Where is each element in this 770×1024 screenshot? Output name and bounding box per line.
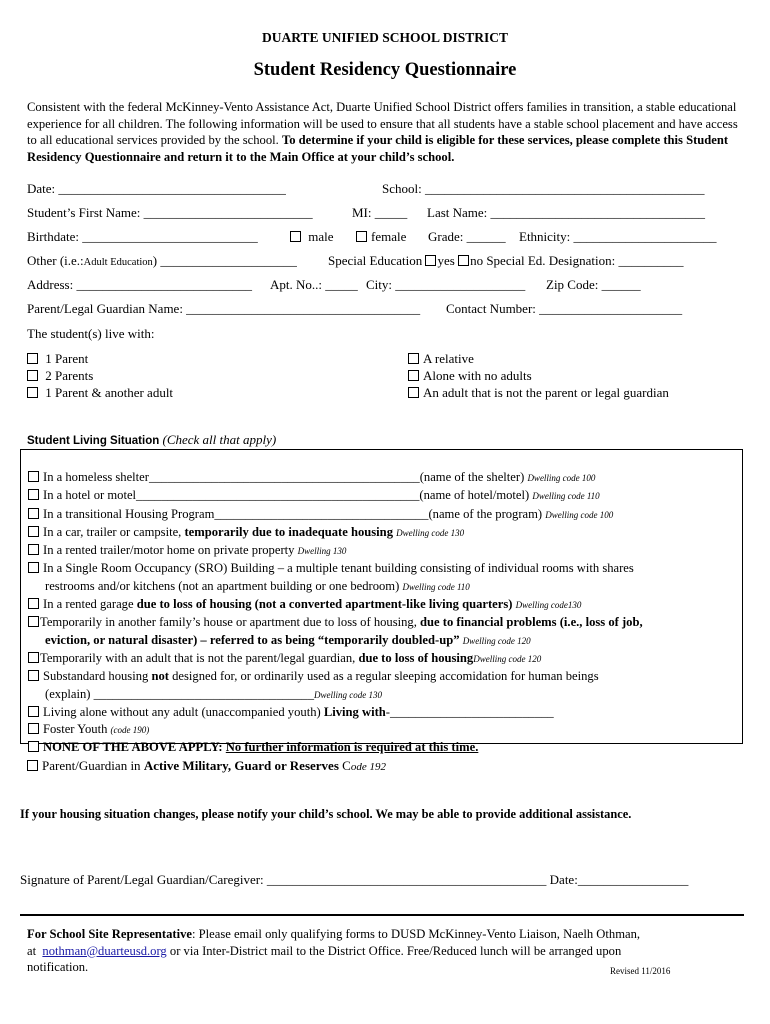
item-text: In a Single Room Occupancy (SRO) Building – a multiple tenant building consisting of individual rooms with shares [43, 561, 634, 576]
special-ed-designation: no Special Ed. Designation: __________ [470, 253, 684, 268]
situation-trailer[interactable] [28, 542, 643, 560]
checkbox[interactable] [28, 526, 39, 537]
notification-text: notification. [27, 960, 89, 974]
item-text: Temporarily with an adult that is not the parent/legal guardian, [40, 650, 356, 665]
notice-text: If your housing situation changes, please notify your child’s school. We may be able to provide additional assistance. [20, 807, 632, 821]
item-text: In a car, trailer or campsite, [43, 524, 182, 539]
checkbox[interactable] [28, 598, 39, 609]
situation-substandard[interactable] [28, 668, 643, 685]
item-emphasis: Living with [323, 704, 386, 719]
city-field[interactable]: City: ____________________ [366, 277, 526, 292]
item-text: In a rented trailer/motor home on private property [43, 543, 295, 558]
dwelling-code: Dwelling code 100 [527, 473, 596, 483]
lunch-text: . Free/Reduced lunch will be arranged upon [400, 943, 622, 958]
item-text: In a homeless shelter___________________________________________(name of the shelter) [43, 470, 525, 484]
school-field[interactable]: School: ___________________________________________ [382, 181, 705, 196]
situation-car[interactable] [28, 524, 643, 542]
option-label: 2 Parents [45, 368, 94, 383]
yes-label: yes [437, 253, 455, 268]
item-emphasis: No further information is required at this time. [225, 740, 479, 755]
item-text: Substandard housing [43, 669, 149, 684]
intro-paragraph [27, 99, 743, 165]
signature-line[interactable]: Signature of Parent/Legal Guardian/Caregiver: ___________________________________________ Date:_________________ [20, 872, 689, 887]
live-option-non-guardian-adult[interactable] [408, 384, 669, 401]
female-option[interactable] [356, 229, 406, 245]
situation-foster[interactable] [28, 721, 643, 739]
address-field[interactable]: Address: ___________________________ [27, 277, 252, 292]
option-label: 1 Parent & another adult [45, 385, 174, 400]
situation-sro[interactable] [28, 560, 643, 577]
item-emphasis: eviction, or natural disaster) – referred to as being “temporarily doubled-up” [45, 632, 460, 647]
situation-shelter[interactable] [28, 469, 643, 487]
item-text: In a hotel or motel_____________________________________________(name of hotel/motel) [43, 488, 530, 503]
live-option-relative[interactable] [408, 350, 669, 367]
intro-text: Consistent with the federal McKinney-Vento Assistance Act, Duarte Unified School District offers families in transition, a stable educational experience for all children. The following information will be used to ensure that all students have a stable school placement and have access to all educational services provided by the school. [27, 100, 738, 147]
dwelling-code: Dwelling 130 [297, 546, 347, 557]
checkbox[interactable] [28, 723, 39, 734]
situation-sro-continued [28, 578, 643, 596]
situation-none[interactable] [28, 739, 643, 756]
situation-transitional[interactable] [28, 506, 643, 524]
situation-hotel[interactable] [28, 487, 643, 505]
military-option[interactable] [27, 758, 386, 774]
checkbox[interactable] [408, 370, 419, 381]
option-label: A relative [423, 351, 474, 366]
dwelling-code: Dwelling code130 [515, 600, 582, 611]
option-label: Alone with no adults [423, 368, 532, 383]
zip-field[interactable]: Zip Code: ______ [546, 277, 641, 292]
live-with-label: The student(s) live with: [27, 326, 155, 341]
item-emphasis: not [151, 669, 169, 684]
situation-alone[interactable] [28, 704, 643, 721]
dwelling-code: (code 190) [110, 725, 150, 736]
live-option-2-parents[interactable] [27, 367, 173, 384]
checkbox[interactable] [28, 741, 39, 752]
special-ed-yes-checkbox[interactable] [425, 255, 436, 266]
dwelling-code: Dwelling code 130 [314, 689, 382, 700]
other-label: Other (i.e.: [27, 253, 84, 268]
date-field[interactable]: Date: ___________________________________ [27, 181, 286, 196]
checkbox[interactable] [28, 706, 39, 717]
checkbox[interactable] [28, 508, 39, 519]
item-text: Living alone without any adult (unaccompanied youth) [43, 704, 321, 719]
at-text: at [27, 943, 37, 958]
checkbox[interactable] [408, 387, 419, 398]
item-text: restrooms and/or kitchens (not an apartment building or one bedroom) [45, 578, 400, 593]
checkbox[interactable] [27, 387, 38, 398]
option-label: An adult that is not the parent or legal guardian [423, 385, 669, 400]
military-emphasis: Active Military, Guard or Reserves [143, 758, 339, 773]
special-ed-label: Special Education [328, 253, 423, 268]
female-checkbox[interactable] [356, 231, 367, 242]
rep-label: For School Site Representative [27, 927, 192, 941]
live-option-parent-adult[interactable] [27, 384, 173, 401]
last-name-field[interactable]: Last Name: _________________________________ [427, 205, 706, 220]
rep-text: : Please email only qualifying forms to DUSD McKinney-Vento Liaison, Naelh Othman, [191, 927, 641, 941]
item-text: Foster Youth [43, 722, 108, 737]
birthdate-field[interactable]: Birthdate: ___________________________ [27, 229, 258, 244]
special-education-field[interactable] [328, 253, 683, 269]
live-with-left-list [27, 350, 173, 401]
checkbox[interactable] [28, 489, 39, 500]
page-title: Student Residency Questionnaire [253, 60, 517, 80]
situation-garage[interactable] [28, 596, 643, 614]
via-text: or via Inter-District mail to the District Office [169, 943, 401, 958]
explain-blank: (explain) ___________________________________ [45, 686, 314, 701]
dwelling-code: Dwelling code 130 [396, 527, 465, 538]
male-label: male [308, 229, 334, 244]
guardian-name-field[interactable]: Parent/Legal Guardian Name: ____________________________________ [27, 301, 421, 316]
living-situation-heading [27, 432, 276, 448]
checkbox[interactable] [28, 616, 39, 627]
dwelling-code: Dwelling code 120 [462, 635, 531, 646]
checkbox[interactable] [408, 353, 419, 364]
footer-representative [27, 926, 640, 976]
live-option-1-parent[interactable] [27, 350, 173, 367]
checkbox[interactable] [28, 562, 39, 573]
checkbox[interactable] [27, 370, 38, 381]
special-ed-no-checkbox[interactable] [458, 255, 469, 266]
situation-explain[interactable] [28, 686, 643, 704]
live-with-right-list [408, 350, 669, 401]
dwelling-code: Dwelling code 110 [532, 491, 600, 502]
liaison-email-link[interactable]: nothman@duarteusd.org [42, 943, 167, 958]
male-checkbox[interactable] [290, 231, 301, 242]
other-example: Adult Education [83, 257, 153, 268]
male-option[interactable] [290, 229, 334, 245]
footer-divider [20, 914, 744, 916]
first-name-field[interactable]: Student’s First Name: __________________________ [27, 205, 313, 220]
dwelling-code: Dwelling code 110 [402, 581, 470, 592]
situation-non-guardian-adult[interactable] [28, 650, 643, 668]
heading-note: (Check all that apply) [162, 432, 277, 447]
item-emphasis: temporarily due to inadequate housing [184, 524, 393, 539]
item-emphasis: due to financial problems (i.e., loss of job, [420, 615, 643, 630]
checkbox[interactable] [27, 353, 38, 364]
dwelling-code: Dwelling code 100 [545, 509, 614, 520]
dwelling-code: Dwelling code 120 [473, 653, 542, 664]
female-label: female [371, 229, 407, 244]
option-label: 1 Parent [45, 351, 89, 366]
item-blank: -__________________________ [385, 704, 554, 719]
situation-doubled-up-continued [28, 632, 643, 650]
military-text: Parent/Guardian in [42, 758, 141, 773]
military-code-c: C [342, 758, 351, 773]
item-text: In a transitional Housing Program__________________________________(name of the program) [43, 506, 543, 521]
item-emphasis: due to loss of housing (not a converted apartment-like living quarters) [136, 597, 513, 612]
military-checkbox[interactable] [27, 760, 38, 771]
military-code: ode 192 [350, 761, 386, 773]
intro-instruction: To determine if your child is eligible for these services, please complete this Student Residency Questionnaire and return it to the Main Office at your child’s school. [27, 133, 729, 164]
other-blank: ) _____________________ [152, 253, 297, 268]
mi-field[interactable]: MI: _____ [352, 205, 408, 220]
heading-text: Student Living Situation [27, 435, 160, 447]
item-text: In a rented garage [43, 597, 134, 612]
item-text: designed for, or ordinarily used as a regular sleeping accomidation for human beings [172, 669, 599, 684]
checkbox[interactable] [28, 471, 39, 482]
item-emphasis: due to loss of housing [358, 650, 474, 665]
situation-doubled-up[interactable] [28, 614, 643, 631]
apt-field[interactable]: Apt. No..: _____ [270, 277, 358, 292]
live-option-alone[interactable] [408, 367, 669, 384]
checkbox[interactable] [28, 670, 39, 681]
item-emphasis: NONE OF THE ABOVE APPLY: [43, 740, 223, 755]
living-situation-list [28, 469, 643, 757]
item-text: Temporarily in another family’s house or apartment due to loss of housing, [40, 615, 417, 630]
checkbox[interactable] [28, 652, 39, 663]
other-field[interactable] [27, 253, 297, 269]
ethnicity-field[interactable]: Ethnicity: ______________________ [519, 229, 717, 244]
checkbox[interactable] [28, 544, 39, 555]
grade-field[interactable]: Grade: ______ [428, 229, 506, 244]
district-name: DUARTE UNIFIED SCHOOL DISTRICT [262, 30, 508, 45]
contact-number-field[interactable]: Contact Number: ______________________ [446, 301, 683, 316]
revised-date: Revised 11/2016 [610, 966, 671, 976]
